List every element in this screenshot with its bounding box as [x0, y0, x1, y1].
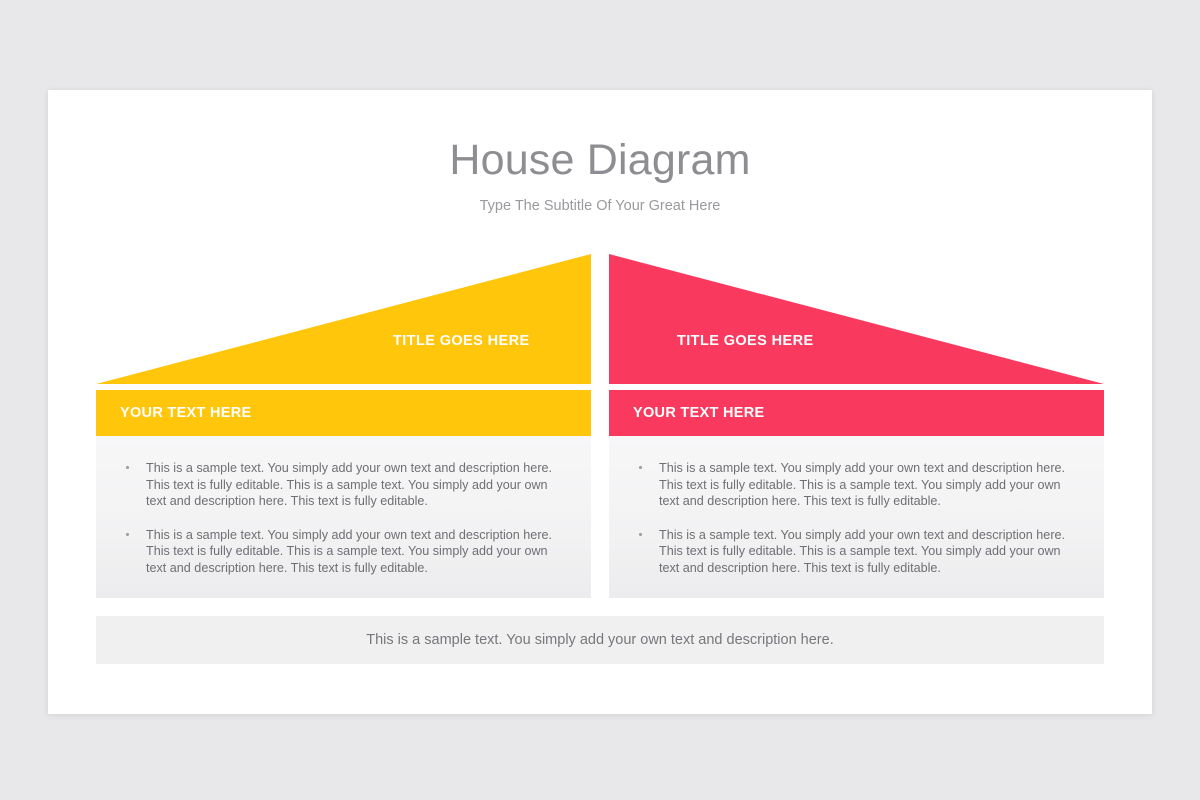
roof-label-left: TITLE GOES HERE	[393, 333, 530, 349]
body-panel-left	[96, 436, 591, 598]
list-item	[635, 460, 1078, 510]
roof-triangle-icon	[609, 254, 1104, 384]
bullet-list-right	[635, 460, 1078, 577]
bullet-text: This is a sample text. You simply add your own text and description here. This text is fully editable. This is a sample text. You simply add your own text and description here. This text is fully editable.	[659, 527, 1066, 575]
list-item	[635, 527, 1078, 577]
footer-caption: This is a sample text. You simply add your own text and description here.	[96, 616, 1104, 664]
page-title: House Diagram	[449, 136, 751, 184]
diagram-columns	[96, 254, 1104, 598]
bullet-text: This is a sample text. You simply add your own text and description here. This text is fully editable. This is a sample text. You simply add your own text and description here. This text is fully editable.	[146, 461, 553, 509]
page-subtitle: Type The Subtitle Of Your Great Here	[479, 198, 721, 214]
band-label-left[interactable]: YOUR TEXT HERE	[96, 390, 591, 436]
bullet-text: This is a sample text. You simply add your own text and description here. This text is fully editable. This is a sample text. You simply add your own text and description here. This text is fully editable.	[659, 461, 1066, 509]
bullet-dot-icon	[126, 466, 129, 469]
band-label-right[interactable]: YOUR TEXT HERE	[609, 390, 1104, 436]
diagram-column-right[interactable]	[609, 254, 1104, 598]
bullet-dot-icon	[639, 466, 642, 469]
slide-canvas	[48, 90, 1152, 714]
bullet-dot-icon	[639, 533, 642, 536]
bullet-list-left	[122, 460, 565, 577]
roof-triangle-icon	[96, 254, 591, 384]
body-panel-right	[609, 436, 1104, 598]
roof-label-right: TITLE GOES HERE	[677, 333, 814, 349]
bullet-dot-icon	[126, 533, 129, 536]
house-diagram	[96, 254, 1104, 664]
roof-shape-left	[96, 254, 591, 384]
diagram-column-left[interactable]	[96, 254, 591, 598]
list-item	[122, 527, 565, 577]
list-item	[122, 460, 565, 510]
roof-shape-right	[609, 254, 1104, 384]
bullet-text: This is a sample text. You simply add your own text and description here. This text is fully editable. This is a sample text. You simply add your own text and description here. This text is fully editable.	[146, 527, 553, 575]
